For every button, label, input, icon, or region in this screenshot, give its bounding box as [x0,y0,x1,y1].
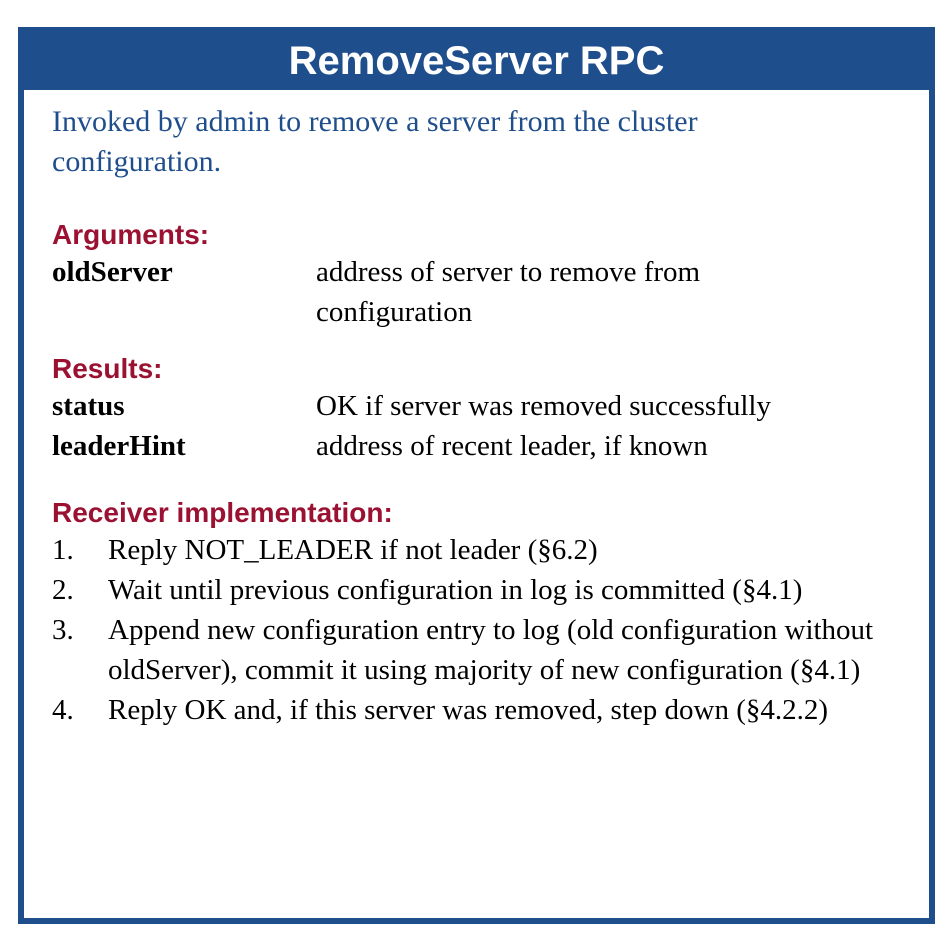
step-number: 3. [52,614,74,646]
result-row [52,386,901,426]
result-desc: OK if server was removed successfully [316,390,771,422]
rpc-description: Invoked by admin to remove a server from the cluster configuration. [52,105,698,178]
card-content [52,91,901,730]
step-text: Append new configuration entry to log (old configuration without oldServer), commit it using majority of new configuration (§4.1) [108,614,874,686]
step-number: 1. [52,534,74,566]
step-item [52,530,901,570]
step-text: Reply OK and, if this server was removed, step down (§4.2.2) [108,694,829,726]
step-number: 2. [52,574,74,606]
result-row [52,426,901,466]
step-text: Reply NOT_LEADER if not leader (§6.2) [108,534,598,566]
receiver-steps [52,530,901,730]
step-number: 4. [52,694,74,726]
argument-row [52,252,901,332]
result-desc: address of recent leader, if known [316,430,708,462]
argument-desc: address of server to remove from configuration [316,256,701,328]
step-item [52,570,901,610]
results-heading: Results: [52,353,163,384]
result-name: status [52,390,125,422]
step-text: Wait until previous configuration in log is committed (§4.1) [108,574,803,606]
argument-name: oldServer [52,256,173,288]
card-title: RemoveServer RPC [24,32,929,90]
arguments-heading: Arguments: [52,219,210,250]
rpc-card [18,27,935,924]
step-item [52,690,901,730]
step-item [52,610,901,690]
result-name: leaderHint [52,430,186,462]
receiver-heading: Receiver implementation: [52,497,393,528]
